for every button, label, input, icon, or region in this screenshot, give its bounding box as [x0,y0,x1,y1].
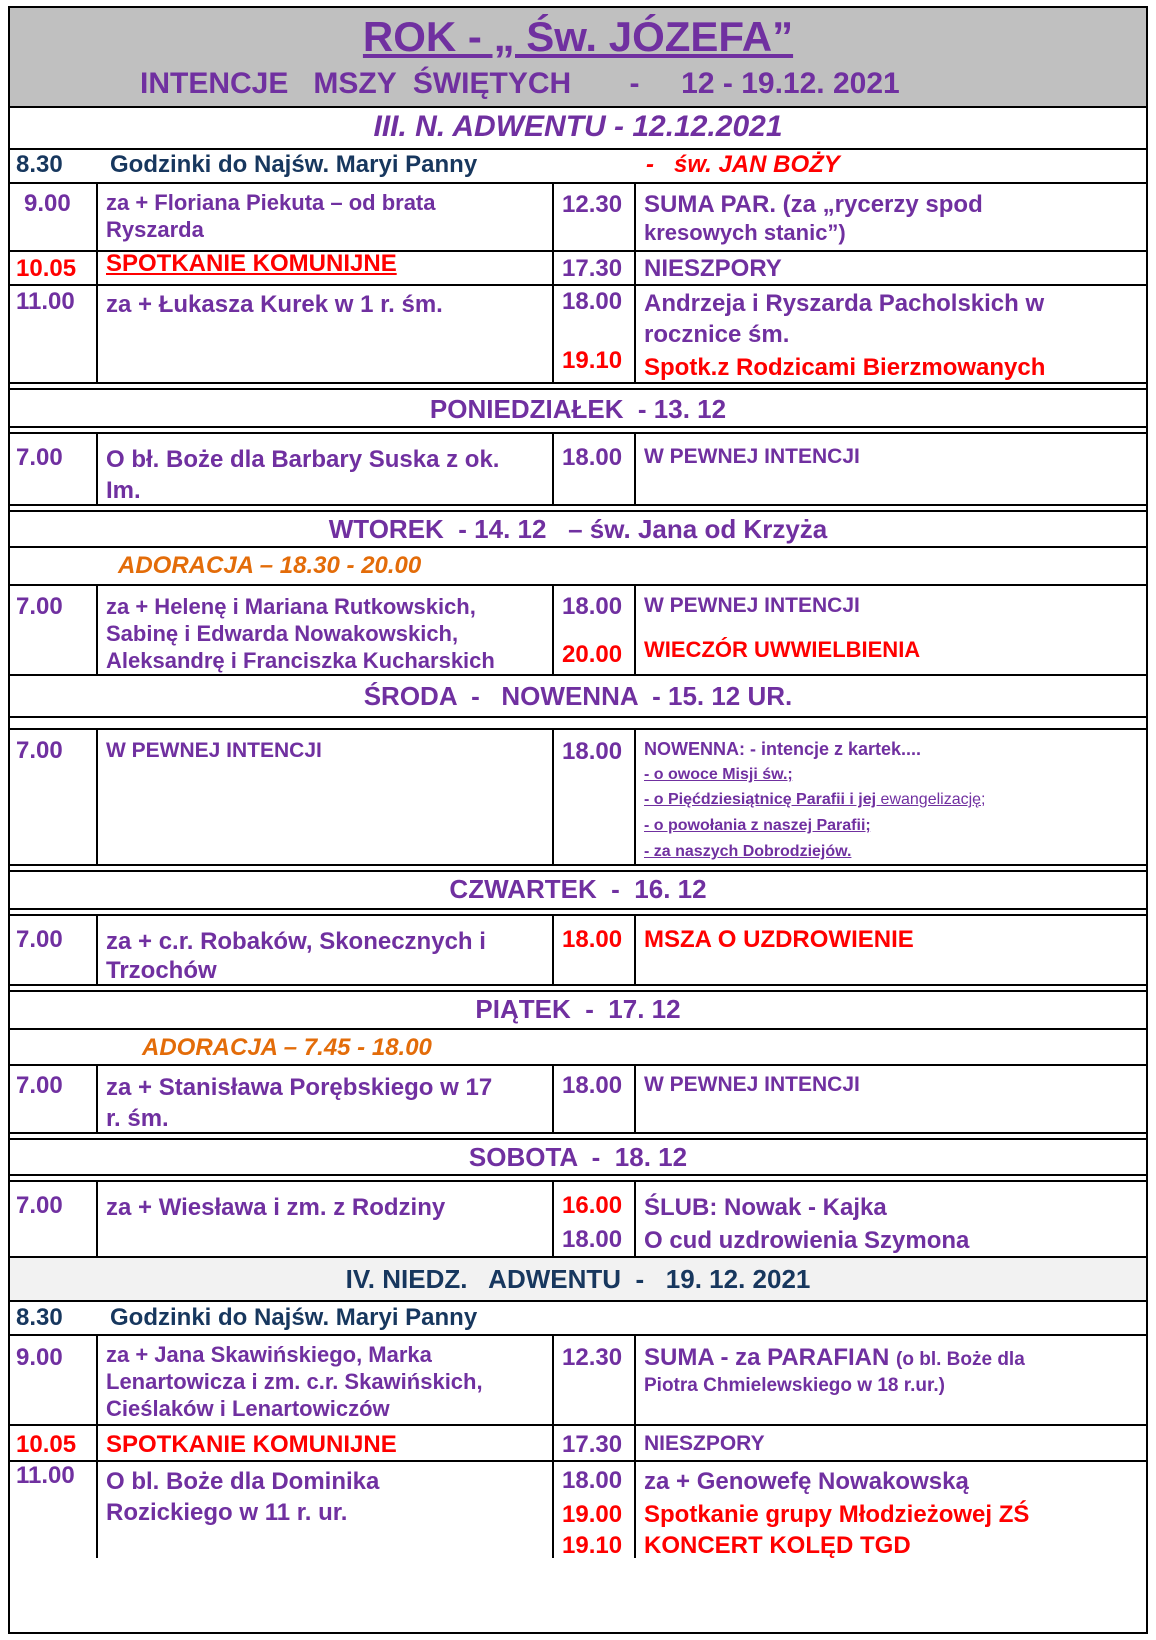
monday-rtime: 18.00 [562,444,623,471]
sunday1-r0-text: Godzinki do Najśw. Maryi Panny [110,151,478,178]
tuesday-rline1: W PEWNEJ INTENCJI [644,594,860,617]
sunday1-r2-rtime: 17.30 [562,255,623,282]
section-title-wednesday: ŚRODA - NOWENNA - 15. 12 UR. [363,681,793,711]
thursday-line2: Trzochów [106,957,217,984]
friday-line1: za + Stanisława Porębskiego w 17 [106,1074,493,1101]
wednesday-novena-5: - za naszych Dobrodziejów. [644,843,852,860]
wednesday-novena-3a: - o Pięćdziesiątnicę Parafii i jej [644,791,881,808]
saturday-rline1: ŚLUB: Nowak - Kajka [644,1194,887,1221]
wednesday-text: W PEWNEJ INTENCJI [106,739,322,762]
sunday1-r2-time: 10.05 [16,255,77,282]
sunday2-r3-rtime3: 19.10 [562,1532,623,1559]
sunday2-r2-rtime: 17.30 [562,1431,623,1458]
saturday-rtime1: 16.00 [562,1192,623,1219]
sunday2-r0-text: Godzinki do Najśw. Maryi Panny [110,1304,478,1331]
monday-rtext: W PEWNEJ INTENCJI [644,445,860,468]
schedule-sheet [8,6,1148,1634]
sunday2-r2-rtext: NIESZPORY [644,1432,765,1455]
saturday-rline2: O cud uzdrowienia Szymona [644,1227,970,1254]
sunday2-r1-rline1b: (o bl. Boże dla [896,1349,1025,1370]
sunday1-r0-note: - św. JAN BOŻY [646,151,840,178]
tuesday-line1: za + Helenę i Mariana Rutkowskich, [106,594,476,619]
sunday1-r2-rtext: NIESZPORY [644,255,782,282]
page-title: ROK - „ Św. JÓZEFA” [362,13,794,60]
sunday1-r3-rline1: Andrzeja i Ryszarda Pacholskich w [644,290,1045,317]
tuesday-rtime1: 18.00 [562,593,623,620]
monday-line1: O bł. Boże dla Barbary Suska z ok. [106,446,500,473]
wednesday-novena-3 [644,790,986,809]
sunday2-r0-time: 8.30 [16,1304,63,1331]
section-title-saturday: SOBOTA - 18. 12 [468,1142,688,1172]
tuesday-rline2: WIECZÓR UWWIELBIENIA [644,637,921,662]
sunday1-r3-text: za + Łukasza Kurek w 1 r. śm. [106,291,443,318]
wednesday-novena-1: NOWENNA: - intencje z kartek.... [644,739,922,759]
saturday-text: za + Wiesława i zm. z Rodziny [106,1194,446,1221]
thursday-rtime: 18.00 [562,926,623,953]
sunday1-r1-line2: Ryszarda [106,217,204,242]
page-subtitle: INTENCJE MSZY ŚWIĘTYCH - 12 - 19.12. 2021 [140,67,900,100]
saturday-time: 7.00 [16,1192,63,1219]
sunday1-r1-time: 9.00 [24,190,71,217]
tuesday-line2: Sabinę i Edwarda Nowakowskich, [106,621,459,646]
sunday1-r1-rline1: SUMA PAR. (za „rycerzy spod [644,191,983,218]
thursday-line1: za + c.r. Robaków, Skonecznych i [106,928,486,955]
friday-adoration: ADORACJA – 7.45 - 18.00 [142,1034,432,1061]
wednesday-novena-3b: ewangelizację; [880,791,986,808]
sunday2-r1-line3: Cieślaków i Lenartowiczów [106,1396,390,1421]
sunday2-r3-time: 11.00 [16,1462,75,1489]
sunday1-r1-rtime: 12.30 [562,191,623,218]
monday-time: 7.00 [16,444,63,471]
tuesday-line3: Aleksandrę i Franciszka Kucharskich [106,648,495,673]
sunday2-r1-time: 9.00 [16,1344,63,1371]
sunday2-r3-line2: Rozickiego w 11 r. ur. [106,1499,348,1526]
sunday2-r3-rline3: KONCERT KOLĘD TGD [644,1532,911,1559]
friday-time: 7.00 [16,1072,63,1099]
sunday1-r3-rtime2: 19.10 [562,347,623,374]
section-title-monday: PONIEDZIAŁEK - 13. 12 [429,394,727,424]
section-title-sunday2: IV. NIEDZ. ADWENTU - 19. 12. 2021 [345,1264,811,1294]
wednesday-time: 7.00 [16,737,63,764]
sunday1-r1-rline2: kresowych stanic”) [644,220,846,245]
wednesday-novena-4: - o powołania z naszej Parafii; [644,817,871,834]
thursday-rtext: MSZA O UZDROWIENIE [644,926,914,953]
friday-rtime: 18.00 [562,1072,623,1099]
wednesday-novena-2: - o owoce Misji św.; [644,766,793,783]
saturday-rtime2: 18.00 [562,1226,623,1253]
sunday1-r0-time: 8.30 [16,151,63,178]
section-title-tuesday: WTOREK - 14. 12 – św. Jana od Krzyża [328,514,828,544]
sunday1-r3-time: 11.00 [16,288,75,315]
sunday2-r1-rtime: 12.30 [562,1344,623,1371]
sunday1-r3-rline2: rocznice śm. [644,321,790,348]
sunday2-r1-line1: za + Jana Skawińskiego, Marka [106,1342,432,1367]
sunday1-r3-rline3: Spotk.z Rodzicami Bierzmowanych [644,354,1046,381]
tuesday-adoration: ADORACJA – 18.30 - 20.00 [118,552,422,579]
sunday1-r1-line1: za + Floriana Piekuta – od brata [106,190,436,215]
section-title-thursday: CZWARTEK - 16. 12 [449,874,707,904]
sunday2-r3-rline2: Spotkanie grupy Młodzieżowej ZŚ [644,1501,1030,1528]
sunday2-r2-text: SPOTKANIE KOMUNIJNE [106,1431,397,1458]
sunday1-r3-rtime1: 18.00 [562,288,623,315]
monday-line2: Im. [106,477,141,504]
sunday2-r1-rline1 [644,1344,1025,1373]
friday-line2: r. śm. [106,1105,169,1132]
sunday2-r2-time: 10.05 [16,1431,77,1458]
section-title-friday: PIĄTEK - 17. 12 [475,994,681,1024]
sunday2-r3-rline1: za + Genowefę Nowakowską [644,1468,969,1495]
tuesday-time: 7.00 [16,593,63,620]
sunday2-r3-rtime2: 19.00 [562,1501,623,1528]
sunday2-r3-rtime1: 18.00 [562,1467,623,1494]
sunday2-r1-line2: Lenartowicza i zm. c.r. Skawińskich, [106,1369,483,1394]
tuesday-rtime2: 20.00 [562,641,623,668]
sunday1-r2-text: SPOTKANIE KOMUNIJNE [106,250,397,277]
friday-rtext: W PEWNEJ INTENCJI [644,1073,860,1096]
wednesday-rtime: 18.00 [562,738,623,765]
section-title-sunday1: III. N. ADWENTU - 12.12.2021 [373,110,783,143]
thursday-time: 7.00 [16,926,63,953]
sunday2-r1-rline2: Piotra Chmielewskiego w 18 r.ur.) [644,1375,945,1396]
sunday2-r3-line1: O bl. Boże dla Dominika [106,1468,380,1495]
sunday2-r1-rline1a: SUMA - za PARAFIAN [644,1344,896,1371]
